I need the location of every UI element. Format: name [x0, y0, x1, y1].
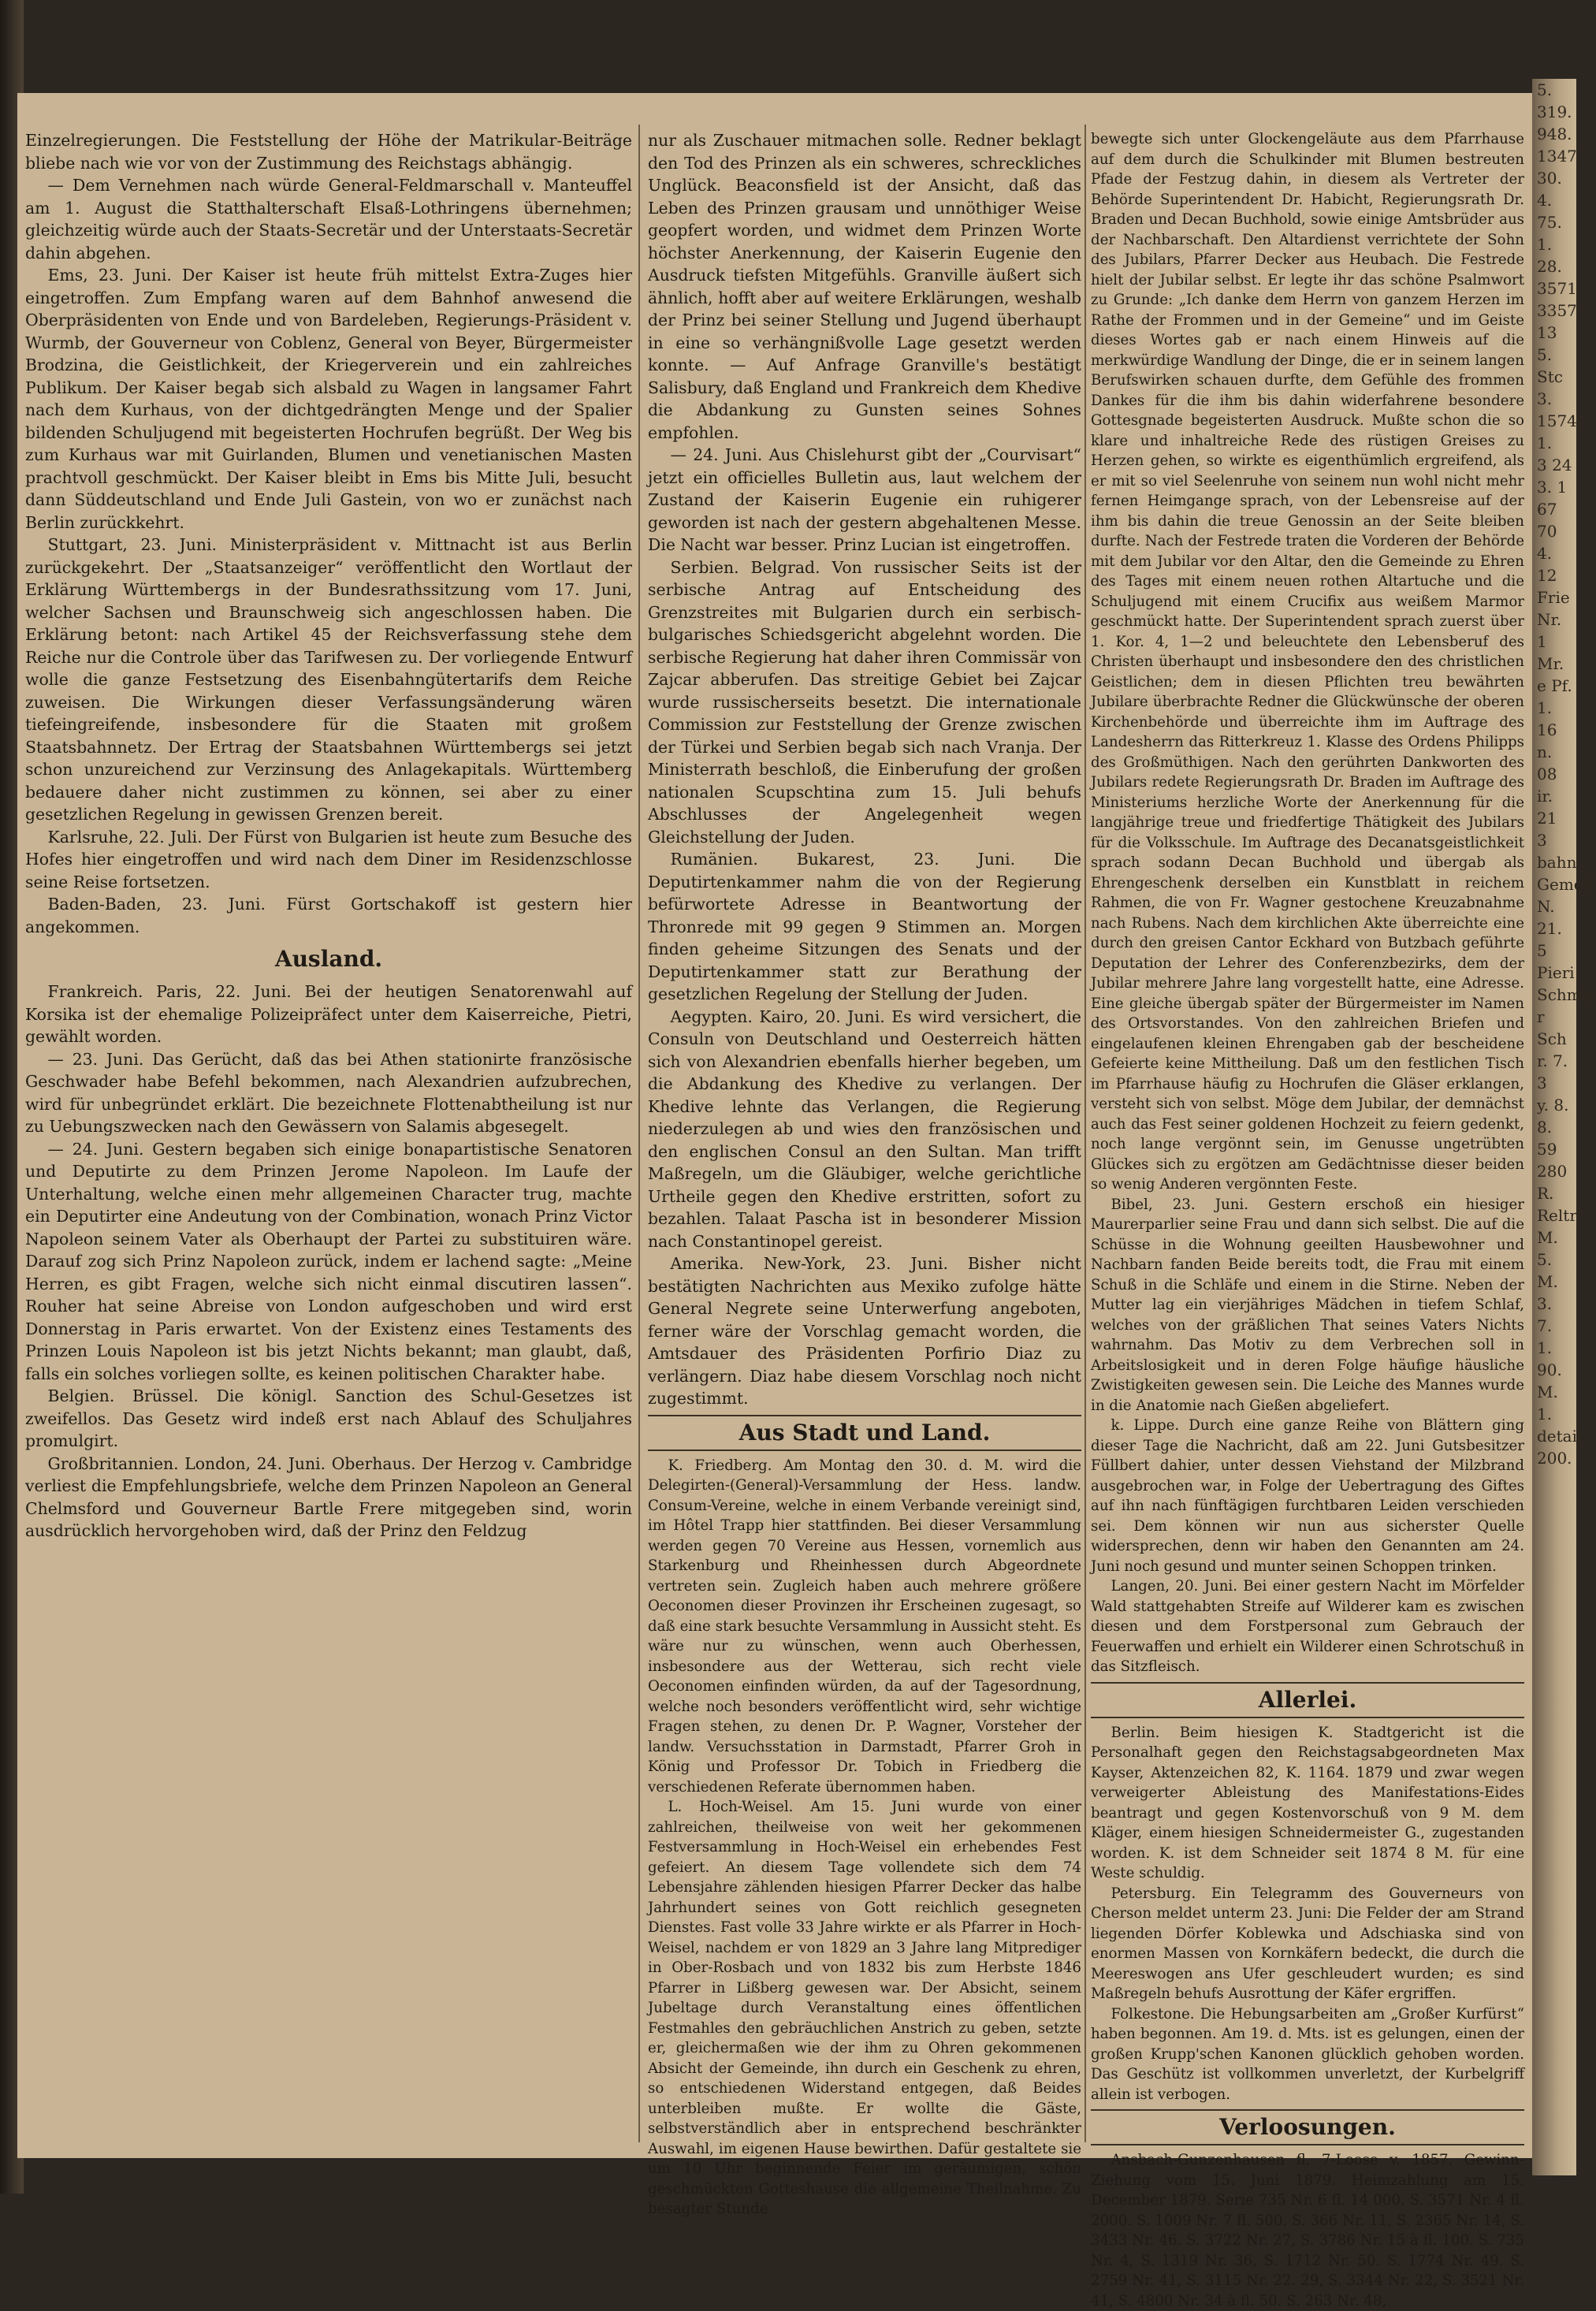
- paragraph: — 24. Juni. Aus Chislehurst gibt der „Courvisart“ jetzt ein officielles Bulletin aus, laut welchem der Zustand der Kaiserin Eugenie ein ruhigerer geworden ist nach der gestern abgehaltenen Messe. Die Nacht war besser. Prinz Lucian ist eingetroffen.: [648, 445, 1081, 554]
- adjacent-page-fragment: 1.: [1537, 434, 1553, 452]
- paragraph: Petersburg. Ein Telegramm des Gouverneurs von Cherson meldet unterm 23. Juni: Die Felder der am Strand liegenden Dörfer Koblewka und Adschiaska sind von enormen Massen von Kornkäfern bedeckt, die durch die Meereswogen ans Ufer geschleudert wurden; es sind Maßregeln behufs Ausrottung der Käfer ergriffen.: [1091, 1885, 1524, 2002]
- adjacent-page-fragment: Nr. 1: [1537, 610, 1562, 651]
- paragraph: nur als Zuschauer mitmachen solle. Redner beklagt den Tod des Prinzen als ein schweres, schreckliches Unglück. Beaconsfield ist der Ansicht, daß das Leben des Prinzen grausam und unnöthiger Weise geopfert worden, und widmet dem Prinzen Worte höchster Anerkennung, der Kaiserin Eugenie den Ausdruck tiefsten Mitgefühls. Granville äußert sich ähnlich, hofft aber auf weitere Erklärungen, weshalb der Prinz bei seiner Stellung und Jugend überhaupt in eine so verhängnißvolle Lage gesetzt werden konnte. — Auf Anfrage Granville's bestätigt Salisbury, daß England und Frankreich dem Khedive die Abdankung zu Gunsten seines Sohnes empfohlen.: [648, 131, 1081, 442]
- paragraph: Folkestone. Die Hebungsarbeiten am „Großer Kurfürst“ haben begonnen. Am 19. d. Mts. ist es gelungen, einen der großen Krupp'schen Kanonen glücklich gehoben worden. Das Geschütz ist vollkommen unverletzt, der Kurbelgriff allein ist verbogen.: [1091, 2005, 1524, 2103]
- adjacent-page-fragment: 75.: [1537, 213, 1562, 232]
- adjacent-page-fragment: 12: [1537, 566, 1557, 585]
- paragraph: Rumänien. Bukarest, 23. Juni. Die Deputirtenkammer nahm die von der Regierung befürwortete Adresse in Beantwortung der Thronrede mit 99 gegen 9 Stimmen an. Morgen finden geheime Sitzungen des Senats und der Deputirtenkammer statt zur Berathung der gesetzlichen Regelung der Stellung der Juden.: [648, 850, 1081, 1003]
- paragraph: k. Lippe. Durch eine ganze Reihe von Blättern ging dieser Tage die Nachricht, daß am 22. Juni Gutsbesitzer Füllbert dahier, unter dessen Viehstand der Milzbrand ausgebrochen war, in Folge der Uebertragung des Giftes auf ihn nach fünftägigen furchtbaren Leiden verschieden sei. Dem können wir nun aus sicherster Quelle widersprechen, denn wir haben den Genannten am 24. Juni noch gesund und munter seinen Schoppen trinken.: [1091, 1417, 1524, 1575]
- adjacent-page-fragment: r Sch: [1537, 1007, 1567, 1048]
- adjacent-page-strip: [1532, 79, 1596, 2175]
- adjacent-page-fragment: 1.: [1537, 1338, 1553, 1357]
- paragraph: Baden-Baden, 23. Juni. Fürst Gortschakoff ist gestern hier angekommen.: [25, 895, 632, 936]
- adjacent-page-fragment: 1347.: [1537, 147, 1583, 166]
- section-heading-allerlei: Allerlei.: [1091, 1682, 1524, 1718]
- adjacent-page-fragment: 67 70: [1537, 500, 1557, 541]
- section-heading-stadt-und-land: Aus Stadt und Land.: [648, 1415, 1081, 1451]
- adjacent-page-fragment: r. 7. 3: [1537, 1051, 1568, 1092]
- adjacent-page-fragment: Reltr: [1537, 1206, 1577, 1225]
- adjacent-page-fragment: 3 24: [1537, 456, 1572, 474]
- paragraph: Langen, 20. Juni. Bei einer gestern Nacht im Mörfelder Wald stattgehabten Streife auf Wilderer kam es zwischen diesen und dem Forstpersonal zum Gebrauch der Feuerwaffen und erhielt ein Wilderer einen Schrotschuß in das Sitzfleisch.: [1091, 1578, 1524, 1675]
- adjacent-page-fragment: detail: [1537, 1427, 1583, 1446]
- paragraph: Einzelregierungen. Die Feststellung der Höhe der Matrikular-Beiträge bliebe nach wie vor von der Zustimmung des Reichstags abhängig.: [25, 131, 632, 173]
- adjacent-page-fragment: 5.: [1537, 345, 1553, 364]
- adjacent-page-fragment: 3. 1: [1537, 478, 1568, 497]
- column-rule: [638, 125, 640, 2142]
- adjacent-page-fragment: 1. 16: [1537, 698, 1557, 739]
- adjacent-page-fragment: e Pf.: [1537, 676, 1572, 695]
- adjacent-page-fragment: N. 21.: [1537, 897, 1562, 938]
- adjacent-page-fragment: 3 bahn: [1537, 831, 1577, 872]
- paragraph: Großbritannien. London, 24. Juni. Oberhaus. Der Herzog v. Cambridge verliest die Empfehlungsbriefe, welche dem Prinzen Napoleon an General Chelmsford und Gouverneur Bartle Frere mitgegeben sind, worin ausdrücklich hervorgehoben wird, daß der Prinz den Feldzug: [25, 1453, 632, 1540]
- adjacent-page-fragment: 3357: [1537, 301, 1577, 320]
- adjacent-page-fragment: 1574: [1537, 411, 1577, 430]
- paragraph: Aegypten. Kairo, 20. Juni. Es wird versichert, die Consuln von Deutschland und Oesterreich hätten sich von Alexandrien ebenfalls hierher begeben, um die Abdankung des Khedive zu verlangen. Der Khedive lehnte das Verlangen, die Regierung niederzulegen ab und wies den französischen und den englischen Consul an den Sultan. Man trifft Maßregeln, um die Gläubiger, welche gerichtliche Urtheile gegen den Khedive erstritten, sofort zu bezahlen. Talaat Pascha ist in besonderer Mission nach Constantinopel gereist.: [648, 1007, 1081, 1251]
- adjacent-page-fragment: Mr.: [1537, 654, 1564, 673]
- paragraph: Amerika. New-York, 23. Juni. Bisher nicht bestätigten Nachrichten aus Mexiko zufolge hätte General Negrete seine Unterwerfung angeboten, ferner wäre der Vorschlag gemacht worden, die Amtsdauer des Präsidenten Porfirio Diaz zu verlängern. Diaz habe diesem Vorschlag noch nicht zugestimmt.: [648, 1254, 1081, 1408]
- adjacent-page-fragment: 1.: [1537, 235, 1553, 254]
- adjacent-page-fragment: 7.: [1537, 1316, 1553, 1335]
- column-2: [648, 129, 1081, 2220]
- adjacent-page-fragment: 90.: [1537, 1360, 1562, 1379]
- paragraph: Karlsruhe, 22. Juli. Der Fürst von Bulgarien ist heute zum Besuche des Hofes hier eingetroffen und wird nach dem Diner im Residenzschlosse seine Reise fortsetzen.: [25, 827, 632, 891]
- adjacent-page-fragment: 28.: [1537, 257, 1562, 276]
- section-heading-verloosungen: Verloosungen.: [1091, 2109, 1524, 2145]
- adjacent-page-fragment: 13: [1537, 323, 1557, 342]
- adjacent-page-fragment: n. 08: [1537, 742, 1557, 783]
- adjacent-page-fragment: 4.: [1537, 191, 1553, 210]
- adjacent-page-fragment: 319.: [1537, 102, 1572, 121]
- adjacent-page-fragment: 948.: [1537, 125, 1572, 143]
- paragraph: — Dem Vernehmen nach würde General-Feldmarschall v. Manteuffel am 1. August die Statthalterschaft Elsaß-Lothringens übernehmen; gleichzeitig würde auch der Staats-Secretär und der Unterstaats-Secretär dahin abgehen.: [25, 176, 632, 262]
- paragraph: Stuttgart, 23. Juni. Ministerpräsident v. Mittnacht ist aus Berlin zurückgekehrt. Der „Staatsanzeiger“ veröffentlicht den Wortlaut der Erklärung Württembergs in der Bundesrathssitzung vom 17. Juni, welcher Sachsen und Braunschweig sich angeschlossen haben. Die Erklärung betont: nach Artikel 45 der Reichsverfassung stehe dem Reiche nur die Controle über das Tarifwesen zu. Der vorliegende Entwurf wolle die ganze Festsetzung des Eisenbahngütertarifs dem Reiche zuweisen. Die Wirkungen dieser Verfassungsänderung wären tiefeingreifende, insbesondere für die Staaten mit großem Staatsbahnnetz. Der Ertrag der Staatsbahnen Württembergs sei jetzt schon unzureichend zur Verzinsung des Anlagekapitals. Württemberg bedauere daher nicht zustimmen zu können, sei aber zu einer gesetzlichen Regelung in gewissen Grenzen bereit.: [25, 535, 632, 824]
- adjacent-page-fragment: Stc: [1537, 367, 1563, 386]
- adjacent-page-fragment: 30.: [1537, 169, 1562, 188]
- adjacent-page-fragment: 5 Pieri: [1537, 941, 1575, 982]
- column-rule: [1084, 125, 1086, 2142]
- section-heading-ausland: Ausland.: [274, 946, 383, 972]
- paragraph: Serbien. Belgrad. Von russischer Seits ist der serbische Antrag auf Entscheidung des Grenzstreites mit Bulgarien durch ein serbisch-bulgarisches Schiedsgericht abgelehnt worden. Die serbische Regierung hat daher ihren Commissär von Zajcar abberufen. Das streitige Gebiet bei Zajcar wurde russischerseits besetzt. Die internationale Commission zur Feststellung der Grenze zwischen der Türkei und Serbien begab sich nach Vranja. Der Ministerrath beschloß, die Einberufung der großen nationalen Scupschtina zum 15. Juli behufs Abschlusses der Angelegenheit wegen Gleichstellung der Juden.: [648, 557, 1081, 847]
- paragraph: Belgien. Brüssel. Die königl. Sanction des Schul-Gesetzes ist zweifellos. Das Gesetz wird indeß erst nach Ablauf des Schuljahres promulgirt.: [25, 1386, 632, 1450]
- column-3: [1091, 129, 1524, 2311]
- adjacent-page-fragment: 200.: [1537, 1449, 1572, 1468]
- paragraph: Ansbach-Gunzenhausen fl. 7-Loose v. 1857. Gewinn-Ziehung vom 15. Juni 1879. Heimzahlung am 15. December 1879. Serie 735 Nr. 6 fl. 14 000. S. 3571 Nr. 4 fl. 2000. S. 1009 Nr. 7 fl. 500. S. 366 Nr. 11, S. 2365 Nr. 14, S. 3433 Nr. 46. S. 3722 Nr. 27, S. 3786 Nr. 15 à fl. 100. S. 735 Nr. 4, S. 1319 Nr. 36, S. 1712 Nr. 50. S. 1774 Nr. 49. S. 2759 Nr. 41, S. 3115 Nr. 22. 29, S. 3344 Nr. 22, S. 3521 Nr. 41, S. 4800 Nr. 34 à fl. 50. S. 263 Nr. 48,: [1091, 2152, 1524, 2309]
- paragraph: L. Hoch-Weisel. Am 15. Juni wurde von einer zahlreichen, theilweise von weit her gekommenen Festversammlung in Hoch-Weisel ein erhebendes Fest gefeiert. An diesem Tage vollendete sich dem 74 Lebensjahre zählenden hiesigen Pfarrer Decker das halbe Jahrhundert seines von Gott reichlich gesegneten Dienstes. Fast volle 33 Jahre wirkte er als Pfarrer in Hoch-Weisel, nachdem er von 1829 an 3 Jahre lang Mitprediger in Ober-Rosbach und von 1832 bis zum Herbste 1846 Pfarrer in Lißberg gewesen war. Der Absicht, seinem Jubeltage durch Veranstaltung eines öffentlichen Festmahles den gebräuchlichen Anstrich zu geben, setzte er, gleichermaßen wie der ihm zu Ohren gekommenen Absicht der Gemeinde, ihn durch ein Geschenk zu ehren, so entschiedenen Widerstand entgegen, daß Beides unterbleiben mußte. Er wollte die Gäste, selbstverständlich aber in entsprechend beschränkter Auswahl, im eigenen Hause bewirthen. Dafür gestaltete sie um 10 Uhr beginnende Feier im geräumigen, schön geschmückten Gotteshause die allgemeine Theilnahme. Zu besagter Stunde: [648, 1799, 1081, 2217]
- adjacent-page-fragment: 3.: [1537, 389, 1553, 408]
- paragraph: Ems, 23. Juni. Der Kaiser ist heute früh mittelst Extra-Zuges hier eingetroffen. Zum Empfang waren auf dem Bahnhof anwesend die Oberpräsidenten von Ende und von Bardeleben, Regierungs-Präsident v. Wurmb, der Gouverneur von Coblenz, General von Beyer, Bürgermeister Brodzina, die Geistlichkeit, der Kriegerverein und ein zahlreiches Publikum. Der Kaiser begab sich alsbald zu Wagen in langsamer Fahrt nach dem Kurhaus, von der dichtgedrängten Menge und der Spalier bildenden Schuljugend mit begeisterten Hochrufen begrüßt. Der Weg bis zum Kurhaus war mit Guirlanden, Blumen und venetianischen Masten prachtvoll geschmückt. Der Kaiser bleibt in Ems bis Mitte Juli, besucht dann Süddeutschland und Ende Juli Gastein, von wo er zunächst nach Berlin zurückkehrt.: [25, 266, 632, 532]
- adjacent-page-fragment: M. 3.: [1537, 1272, 1558, 1313]
- paragraph: bewegte sich unter Glockengeläute aus dem Pfarrhause auf dem durch die Schulkinder mit Blumen bestreuten Pfade der Festzug dahin, in diesem als Vertreter der Behörde Superintendent Dr. Habicht, Regierungsrath Dr. Braden und Decan Buchhold, sowie einige Amtsbrüder aus der Nachbarschaft. Den Altardienst verrichtete der Sohn des Jubilars, Pfarrer Decker aus Heubach. Die Festrede hielt der Jubilar selbst. Er legte ihr das schöne Psalmwort zu Grunde: „Ich danke dem Herrn von ganzem Herzen im Rathe der Frommen und in der Gemeine“ und im Geiste dieses Wortes gab er nach einem Hinweis auf die merkwürdige Wandlung der Dinge, die er in seinem langen Berufswirken schauen durfte, dem Gefühle des frommen Dankes für die ihm bis dahin widerfahrene besondere Gottesgnade begeisterten Ausdruck. Mußte schon die so klare und inhaltreiche Rede des rüstigen Greises zu Herzen gehen, so wirkte es eigenthümlich ergreifend, als er mit so viel Seelenruhe von seinem nun wohl nicht mehr fernen Heimgange sprach, von der Lebensreise auf der ihm bis dahin die treue Genossin an der Seite bleiben durfte. Nach der Festrede traten die Vorderen der Behörde mit dem Jubilar vor den Altar, den die Gemeinde zu Ehren des Tages mit einem neuen rothen Altartuche und die Schuljugend mit einem Crucifix aus weißem Marmor geschmückt hatte. Der Superintendent sprach zuerst über 1. Kor. 4, 1—2 und beleuchtete den Lebensberuf des Christen überhaupt und insbesondere den des christlichen Geistlichen; dem in diesen Pflichten treu bewährten Jubilare überbrachte Redner die Glückwünsche der oberen Kirchenbehörde und überreichte ihm im Auftrage des Landesherrn das Ritterkreuz 1. Klasse des Ordens Philipps des Großmüthigen. Nach den gerührten Dankworten des Jubilars redete Regierungsrath Dr. Braden im Auftrage des Ministeriums herzliche Worte der Anerkennung für die langjährige treue und friedfertige Thätigkeit des Jubilars für die Volksschule. Im Auftrage des Decanatsgeistlichkeit sprach sodann Decan Buchhold und übergab als Ehrengeschenk derselben ein Kunstblatt in reichem Rahmen, die von Fr. Wagner gestochene Kreuzabnahme nach Rubens. Nach dem kirchlichen Akte überreichte eine durch den greisen Cantor Eckhard von Butzbach geführte Deputation der Lehrer des Conferenzbezirks, dem der Jubilar mehrere Jahre lang vorgestellt hatte, eine Adresse. Eine gleiche übergab später der Bürgermeister im Namen des Ortsvorstandes. Von den zahlreichen Briefen und eingelaufenen kleinen Ehrengaben gab der bescheidene Gefeierte keine Mittheilung. Daß um den festlichen Tisch im Pfarrhause häufig zu Hochrufen die Gläser erklangen, versteht sich von selbst. Möge dem Jubilar, der demnächst auch das Fest seiner goldenen Hochzeit zu feiern gedenkt, noch lange vergönnt sein, im Genusse ungetrübten Glückes sich zu ergötzen am Gedächtnisse dieser beiden so wenig Anderen vergönnten Feste.: [1091, 131, 1524, 1193]
- adjacent-page-fragment: Frie: [1537, 588, 1570, 607]
- adjacent-page-fragment: Schmie: [1537, 985, 1596, 1004]
- paragraph: — 24. Juni. Gestern begaben sich einige bonapartistische Senatoren und Deputirte zu dem Prinzen Jerome Napoleon. Im Laufe der Unterhaltung, welche einen mehr allgemeinen Character trug, machte ein Deputirter eine Andeutung von der Combination, wonach Prinz Victor Napoleon seinem Vater als Oberhaupt der Partei zu substituiren wäre. Darauf zog sich Prinz Napoleon zurück, indem er lachend sagte: „Meine Herren, es gibt Fragen, welche sich nicht einmal discutiren lassen“. Rouher hat seine Abreise von London aufgeschoben und wird erst Donnerstag in Paris erwartet. Von der Existenz eines Testaments des Prinzen Louis Napoleon ist bis jetzt Nichts bekannt; man glaubt, daß, falls ein solches vorliegen sollte, es keinen politischen Charakter habe.: [25, 1139, 632, 1383]
- newspaper-page: [17, 93, 1532, 2309]
- paragraph: K. Friedberg. Am Montag den 30. d. M. wird die Delegirten-(General)-Versammlung der Hess. landw. Consum-Vereine, welche in einem Verbande vereinigt sind, im Hôtel Trapp hier stattfinden. Bei dieser Versammlung werden gegen 70 Vereine aus Hessen, vornemlich aus Starkenburg und Rheinhessen durch Abgeordnete vertreten sein. Zugleich haben auch mehrere größere Oeconomen dieser Provinzen ihr Erscheinen zugesagt, so daß eine stark besuchte Versammlung in Aussicht steht. Es wäre nur zu wünschen, wenn auch Oberhessen, insbesondere aus der Wetterau, sich recht viele Oeconomen einfinden würden, da auf der Tagesordnung, welche noch besonders veröffentlicht wird, sehr wichtige Fragen stehen, zu denen Dr. P. Wagner, Vorsteher der landw. Versuchsstation in Darmstadt, Pfarrer Groh in König und Professor Dr. Tobich in Friedberg die verschiedenen Referate übernommen haben.: [648, 1457, 1081, 1796]
- adjacent-page-fragment: 3571: [1537, 279, 1577, 298]
- paragraph: — 23. Juni. Das Gerücht, daß das bei Athen stationirte französische Geschwader habe Befehl bekommen, nach Alexandrien aufzubrechen, wird für unbegründet erklärt. Die bezeichnete Flottenabtheilung ist nur zu Uebungszwecken nach den Gewässern von Salamis abgesegelt.: [25, 1049, 632, 1136]
- adjacent-page-fragment: ir. 21: [1537, 787, 1557, 828]
- adjacent-page-fragment: 8. 59: [1537, 1118, 1557, 1159]
- adjacent-page-fragment: y. 8.: [1537, 1096, 1569, 1115]
- adjacent-page-fragment: M. 1.: [1537, 1383, 1558, 1423]
- paragraph: Berlin. Beim hiesigen K. Stadtgericht ist die Personalhaft gegen den Reichstagsabgeordneten Max Kayser, Aktenzeichen 82, K. 1164. 1879 und zwar wegen verweigerter Ableistung des Manifestations-Eides beantragt und gegen Kostenvorschuß von 9 M. dem Kläger, einem hiesigen Schneidermeister G., zugestanden worden. K. ist dem Schneider seit 1874 8 M. für eine Weste schuldig.: [1091, 1724, 1524, 1881]
- column-1: [25, 129, 632, 1543]
- adjacent-page-fragment: 5.: [1537, 80, 1553, 99]
- adjacent-page-fragment: 280 R.: [1537, 1162, 1568, 1203]
- adjacent-page-fragment: Gemeff: [1537, 875, 1594, 894]
- adjacent-page-fragment: 4.: [1537, 544, 1553, 563]
- adjacent-page-fragment: M. 5.: [1537, 1228, 1558, 1269]
- paragraph: Bibel, 23. Juni. Gestern erschoß ein hiesiger Maurerparlier seine Frau und dann sich selbst. Die auf die Schüsse in die Wohnung geeilten Hausbewohner und Nachbarn fanden Beide bereits todt, die Frau mit einem Schuß in die Schläfe und einem in die Stirne. Neben der Mutter lag ein vierjähriges Mädchen in tiefem Schlaf, welches von der gräßlichen That seines Vaters Nichts wahrnahm. Das Motiv zu dem Verbrechen soll in Arbeitslosigkeit und in deren Folge häufige häusliche Zwistigkeiten gewesen sein. Die Leiche des Mannes wurde in die Anatomie nach Gießen abgeliefert.: [1091, 1196, 1524, 1414]
- paragraph: Frankreich. Paris, 22. Juni. Bei der heutigen Senatorenwahl auf Korsika ist der ehemalige Polizeipräfect unter dem Kaiserreiche, Pietri, gewählt worden.: [25, 982, 632, 1046]
